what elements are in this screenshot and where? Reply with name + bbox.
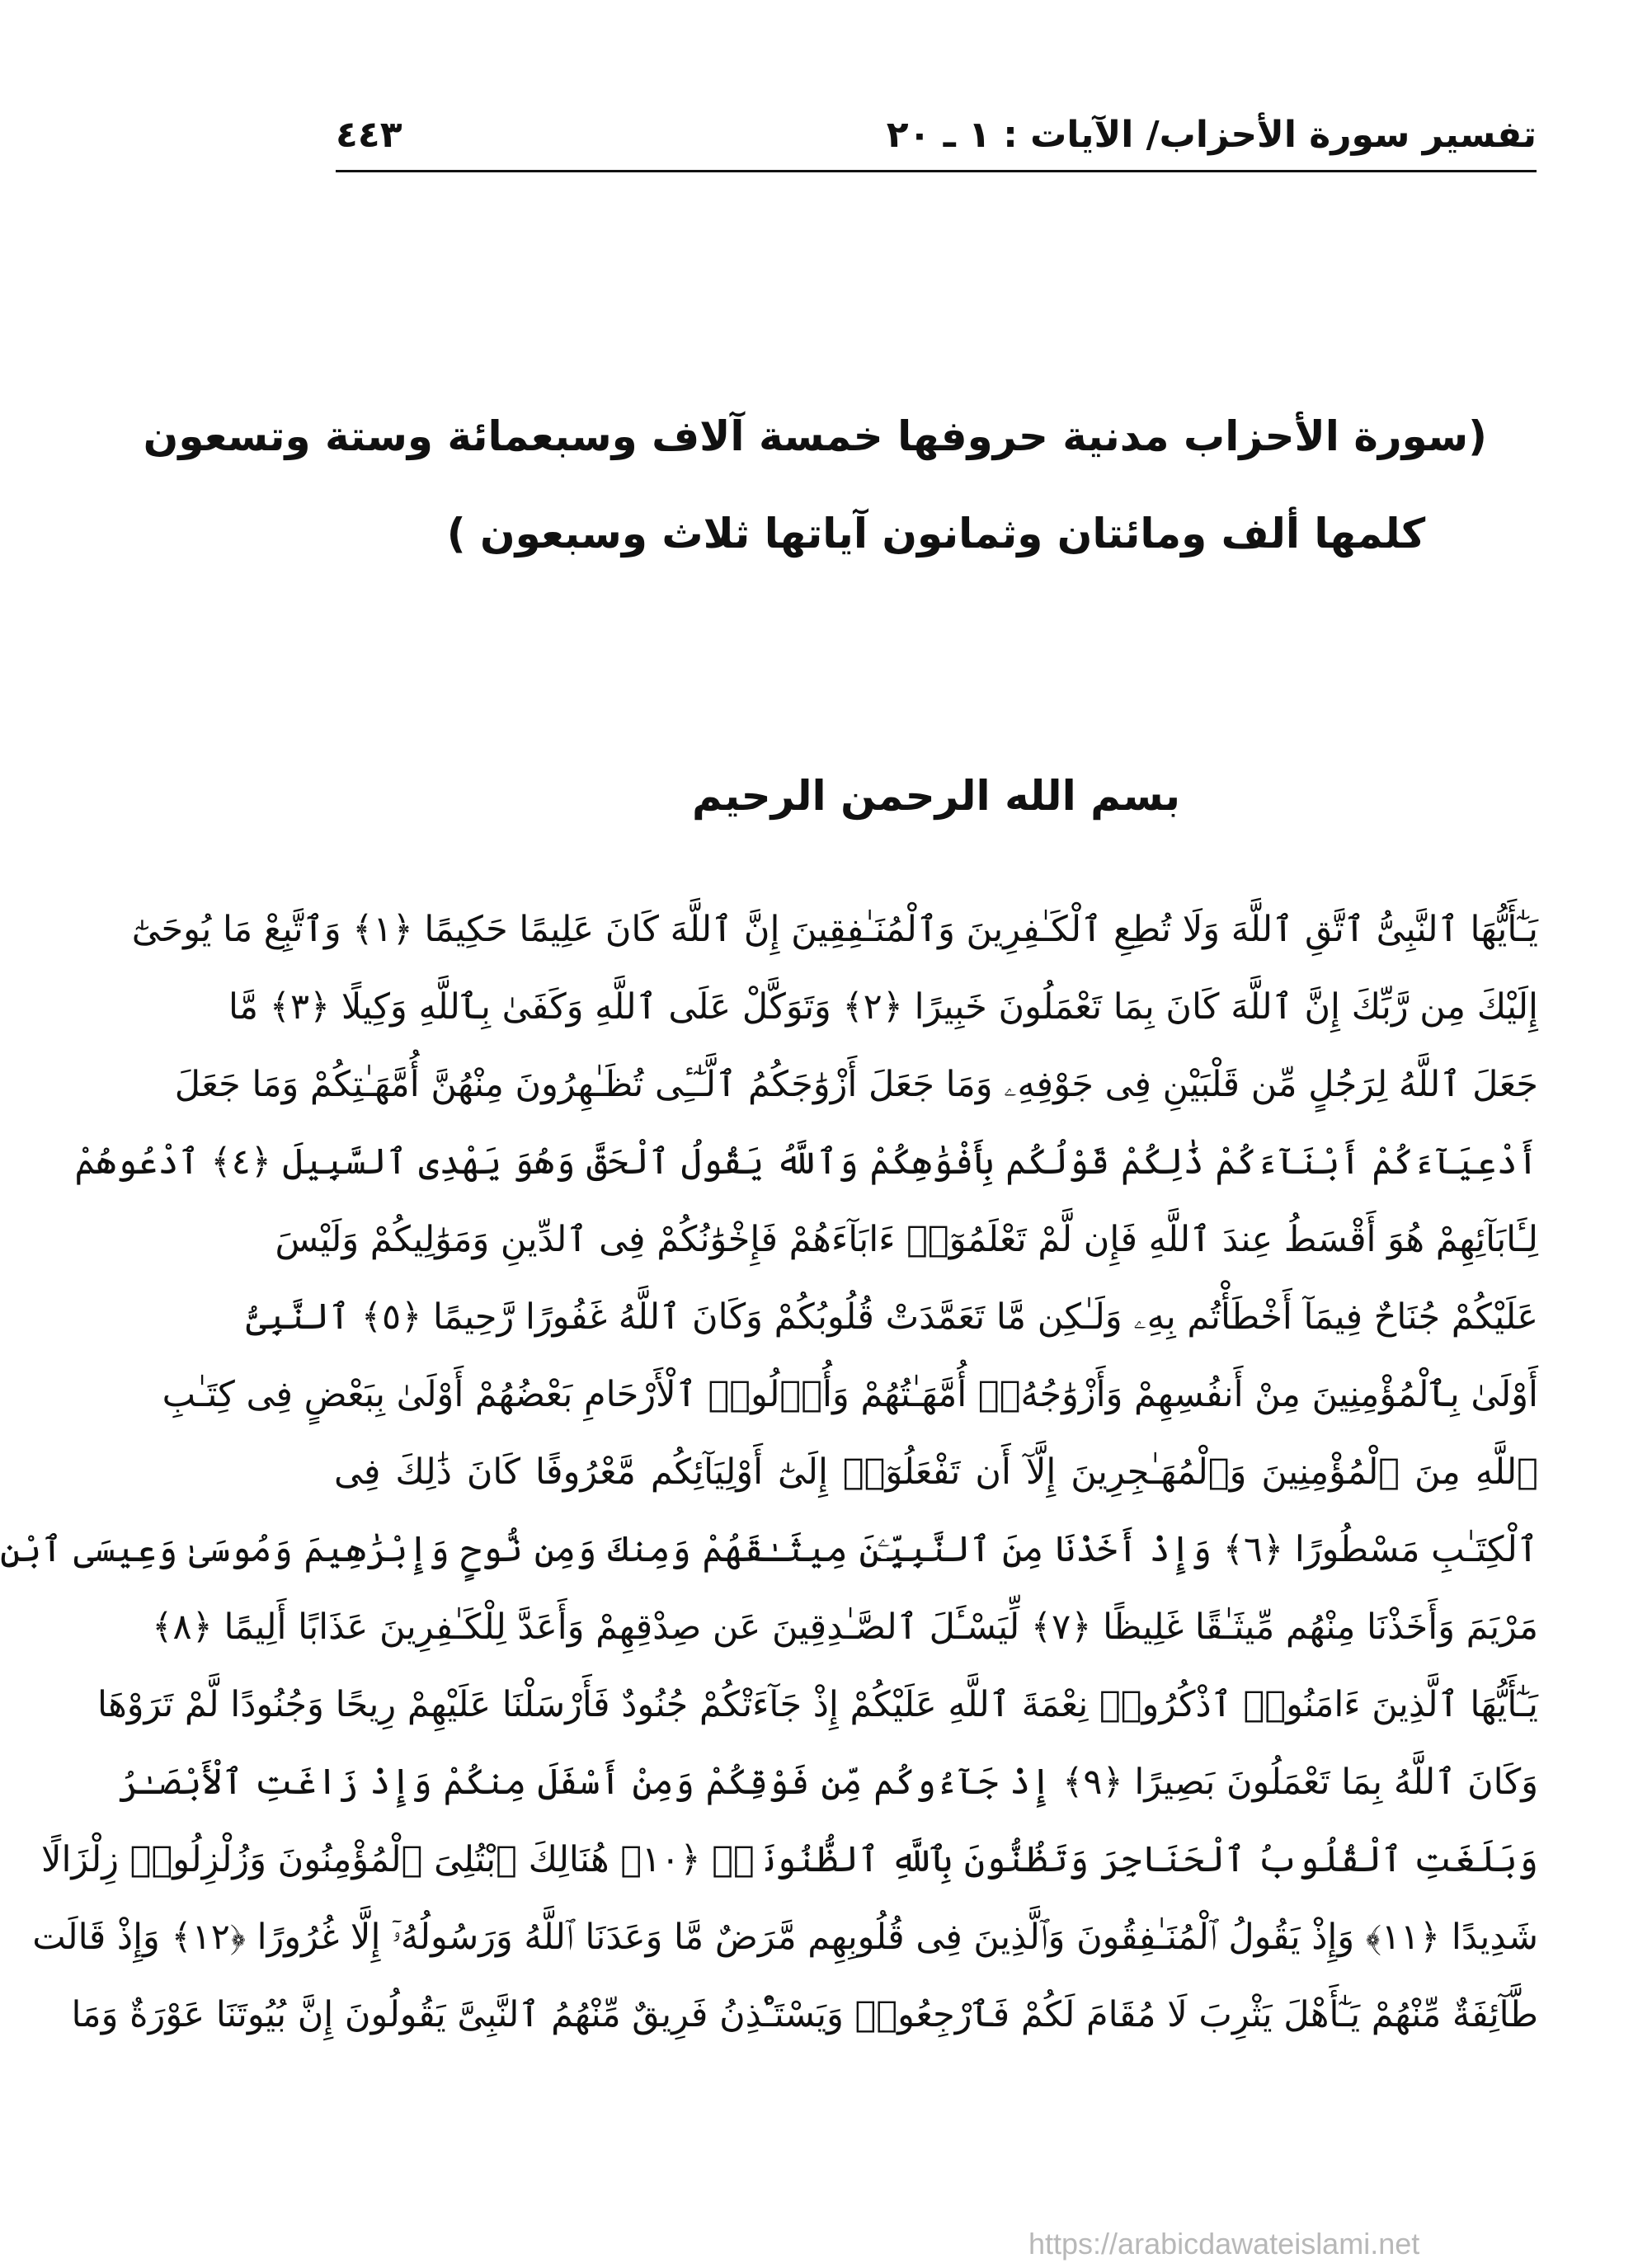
verse-line: وَبَلَغَتِ ٱلْقُلُوبُ ٱلْحَنَاجِرَ وَتَظُنُّونَ بِٱللَّهِ ٱلظُّنُونَا۠ ﴿١٠﴾ هُنَالِكَ ٱبْتُلِىَ ٱلْمُؤْمِنُونَ وَزُلْزِلُوا۟ زِلْزَالًا [40,1839,1538,1880]
verse-line: وَكَانَ ٱللَّهُ بِمَا تَعْمَلُونَ بَصِيرًا ﴿٩﴾ إِذْ جَآءُوكُم مِّن فَوْقِكُمْ وَمِنْ أَسْفَلَ مِنكُمْ وَإِذْ زَاغَتِ ٱلْأَبْصَـٰرُ [118,1762,1538,1803]
verse-line: جَعَلَ ٱللَّهُ لِرَجُلٍ مِّن قَلْبَيْنِ فِى جَوْفِهِۦ وَمَا جَعَلَ أَزْوَٰجَكُمُ ٱلَّـٰٓـِٔى تُظَـٰهِرُونَ مِنْهُنَّ أُمَّهَـٰتِكُمْ وَمَا جَعَلَ [174,1064,1538,1105]
verse-line: طَّآئِفَةٌ مِّنْهُمْ يَـٰٓأَهْلَ يَثْرِبَ لَا مُقَامَ لَكُمْ فَٱرْجِعُوا۟ وَيَسْتَـْٔذِنُ فَرِيقٌ مِّنْهُمُ ٱلنَّبِىَّ يَقُولُونَ إِنَّ بُيُوتَنَا عَوْرَةٌ وَمَا [71,1994,1538,2035]
verse-line: يَـٰٓأَيُّهَا ٱلَّذِينَ ءَامَنُوا۟ ٱذْكُرُوا۟ نِعْمَةَ ٱللَّهِ عَلَيْكُمْ إِذْ جَآءَتْكُمْ جُنُودٌ فَأَرْسَلْنَا عَلَيْهِمْ رِيحًا وَجُنُودًا لَّمْ تَرَوْهَا [96,1684,1538,1725]
verse-line: شَدِيدًا ﴿١١﴾ وَإِذْ يَقُولُ ٱلْمُنَـٰفِقُونَ وَٱلَّذِينَ فِى قُلُوبِهِم مَّرَضٌ مَّا وَعَدَنَا ٱللَّهُ وَرَسُولُهُۥٓ إِلَّا غُرُورًا ﴿١٢﴾ وَإِذْ قَالَت [32,1917,1538,1958]
verse-line: إِلَيْكَ مِن رَّبِّكَ إِنَّ ٱللَّهَ كَانَ بِمَا تَعْمَلُونَ خَبِيرًا ﴿٢﴾ وَتَوَكَّلْ عَلَى ٱللَّهِ وَكَفَىٰ بِٱللَّهِ وَكِيلًا ﴿٣﴾ مَّا [228,986,1538,1028]
quran-verses [0,891,1538,2054]
basmala: بسم الله الرحمن الرحيم [692,772,1180,820]
verse-line: مَرْيَمَ وَأَخَذْنَا مِنْهُم مِّيثَـٰقًا غَلِيظًا ﴿٧﴾ لِّيَسْـَٔلَ ٱلصَّـٰدِقِينَ عَن صِدْقِهِمْ وَأَعَدَّ لِلْكَـٰفِرِينَ عَذَابًا أَلِيمًا ﴿٨﴾ [152,1607,1538,1648]
header-rule [336,170,1537,172]
verse-line: ٱلْكِتَـٰبِ مَسْطُورًا ﴿٦﴾ وَإِذْ أَخَذْنَا مِنَ ٱلنَّبِيِّـۧنَ مِيثَـٰقَهُمْ وَمِنكَ وَمِن نُّوحٍ وَإِبْرَٰهِيمَ وَمُوسَىٰ وَعِيسَى ٱبْنِ [0,1529,1538,1570]
verse-line: أَدْعِيَآءَكُمْ أَبْنَآءَكُمْ ذَٰلِكُمْ قَوْلُكُم بِأَفْوَٰهِكُمْ وَٱللَّهُ يَقُولُ ٱلْحَقَّ وَهُوَ يَهْدِى ٱلسَّبِيلَ ﴿٤﴾ ٱدْعُوهُمْ [74,1141,1538,1183]
verse-line: يَـٰٓأَيُّهَا ٱلنَّبِىُّ ٱتَّقِ ٱللَّهَ وَلَا تُطِعِ ٱلْكَـٰفِرِينَ وَٱلْمُنَـٰفِقِينَ إِنَّ ٱللَّهَ كَانَ عَلِيمًا حَكِيمًا ﴿١﴾ وَٱتَّبِعْ مَا يُوحَىٰٓ [131,909,1538,950]
page-number: ٤٤٣ [336,113,402,156]
surah-intro-line-2: كلمها ألف ومائتان وثمانون آياتها ثلاث وسبعون ) [446,510,1426,558]
verse-line: عَلَيْكُمْ جُنَاحٌ فِيمَآ أَخْطَأْتُم بِهِۦ وَلَـٰكِن مَّا تَعَمَّدَتْ قُلُوبُكُمْ وَكَانَ ٱللَّهُ غَفُورًا رَّحِيمًا ﴿٥﴾ ٱلنَّبِىُّ [246,1296,1538,1338]
watermark-url: https://arabicdawateislami.net [1028,2227,1420,2261]
surah-introduction [143,388,1487,582]
verse-line: لِـَٔابَآئِهِمْ هُوَ أَقْسَطُ عِندَ ٱللَّهِ فَإِن لَّمْ تَعْلَمُوٓا۟ ءَابَآءَهُمْ فَإِخْوَٰنُكُمْ فِى ٱلدِّينِ وَمَوَٰلِيكُمْ وَلَيْسَ [275,1219,1538,1260]
surah-intro-line-1: (سورة الأحزاب مدنية حروفها خمسة آلاف وسبعمائة وستة وتسعون [143,412,1487,460]
running-head: تفسير سورة الأحزاب/ الآيات : ١ ـ ٢٠ [886,113,1537,156]
verse-line: ٱللَّهِ مِنَ ٱلْمُؤْمِنِينَ وَٱلْمُهَـٰجِرِينَ إِلَّآ أَن تَفْعَلُوٓا۟ إِلَىٰٓ أَوْلِيَآئِكُم مَّعْرُوفًا كَانَ ذَٰلِكَ فِى [334,1451,1538,1493]
verse-line: أَوْلَىٰ بِٱلْمُؤْمِنِينَ مِنْ أَنفُسِهِمْ وَأَزْوَٰجُهُۥٓ أُمَّهَـٰتُهُمْ وَأُو۟لُوا۟ ٱلْأَرْحَامِ بَعْضُهُمْ أَوْلَىٰ بِبَعْضٍ فِى كِتَـٰبِ [162,1374,1538,1415]
page-header [336,106,1537,163]
